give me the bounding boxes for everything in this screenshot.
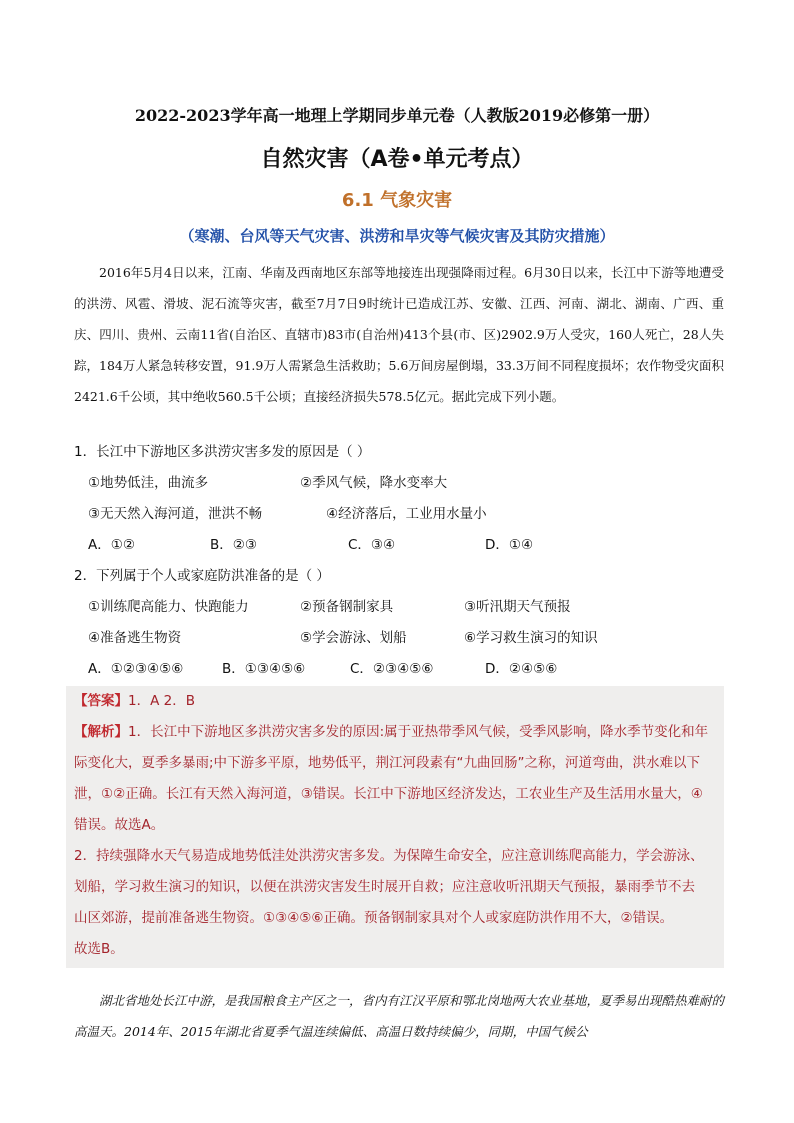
choice-b[interactable]: B．①③④⑤⑥ xyxy=(222,661,306,677)
question-1-item: ③无天然入海河道，泄洪不畅 xyxy=(88,506,263,522)
analysis-line: 2．持续强降水天气易造成地势低洼处洪涝灾害多发。为保障生命安全，应注意训练爬高能力，学会游泳、 xyxy=(74,848,704,864)
choice-d[interactable]: D．②④⑤⑥ xyxy=(485,661,558,677)
question-2-items-row-1 xyxy=(74,592,724,623)
analysis-text: 1．长江中下游地区多洪涝灾害多发的原因:属于亚热带季风气候，受季风影响，降水季节变化和年 xyxy=(128,724,709,740)
choice-d[interactable]: D．①④ xyxy=(485,537,534,553)
reading-passage: 2016年5月4日以来，江南、华南及西南地区东部等地接连出现强降雨过程。6月30日以来，长江中下游等地遭受的洪涝、风雹、滑坡、泥石流等灾害，截至7月7日9时统计已造成江苏、安徽、江西、河南、湖北、湖南、广西、重庆、四川、贵州、云南11省(自治区、直辖市)83市(自治州)413个县(市、区)2902.9万人受灾，160人死亡，28人失踪，184万人紧急转移安置，91.9万人需紧急生活救助；5.6万间房屋倒塌，33.3万间不同程度损坏；农作物受灾面积2421.6千公顷，其中绝收560.5千公顷；直接经济损失578.5亿元。据此完成下列小题。 xyxy=(74,265,724,404)
question-2-item: ⑥学习救生演习的知识 xyxy=(464,630,598,646)
answer-line xyxy=(74,686,718,717)
question-1 xyxy=(74,437,724,561)
analysis-line: 山区郊游，提前准备逃生物资。①③④⑤⑥正确。预备钢制家具对个人或家庭防洪作用不大，②错误。 xyxy=(74,910,674,926)
question-1-item: ②季风气候，降水变率大 xyxy=(300,475,448,491)
analysis-line xyxy=(74,717,718,748)
question-1-stem: 1．长江中下游地区多洪涝灾害多发的原因是（ ） xyxy=(74,444,371,460)
answer-analysis-box xyxy=(66,686,724,968)
question-1-choices xyxy=(74,530,724,561)
question-2-items-row-2 xyxy=(74,623,724,654)
choice-b[interactable]: B．②③ xyxy=(210,537,257,553)
question-1-items-row-1 xyxy=(74,468,724,499)
subtitle: （寒潮、台风等天气灾害、洪涝和旱灾等气候灾害及其防灾措施） xyxy=(179,227,615,245)
analysis-line: 泄，①②正确。长江有天然入海河道，③错误。长江中下游地区经济发达，工农业生产及生活用水量大，④ xyxy=(74,786,703,802)
question-2-item: ④准备逃生物资 xyxy=(88,630,182,646)
choice-c[interactable]: C．③④ xyxy=(348,537,396,553)
question-2-item: ②预备钢制家具 xyxy=(300,599,394,615)
analysis-line: 划船，学习救生演习的知识，以便在洪涝灾害发生时展开自救；应注意收听汛期天气预报，暴雨季节不去 xyxy=(74,879,695,895)
question-1-item: ④经济落后，工业用水量小 xyxy=(326,506,487,522)
analysis-line: 错误。故选A。 xyxy=(74,817,165,833)
section-title: 6.1 气象灾害 xyxy=(341,190,453,211)
main-title: 自然灾害（A卷•单元考点） xyxy=(260,147,534,172)
reading-passage-2: 湖北省地处长江中游，是我国粮食主产区之一，省内有江汉平原和鄂北岗地两大农业基地，夏季易出现酷热难耐的高温天。2014年、2015年湖北省夏季气温连续偏低、高温日数持续偏少，同期，中国气候公 xyxy=(74,993,725,1039)
answer-label: 【答案】 xyxy=(74,693,128,709)
analysis-line: 故选B。 xyxy=(74,941,124,957)
choice-a[interactable]: A．①②③④⑤⑥ xyxy=(88,661,184,677)
header-title: 2022-2023学年高一地理上学期同步单元卷（人教版2019必修第一册） xyxy=(134,106,660,125)
question-2-stem: 2．下列属于个人或家庭防洪准备的是（ ） xyxy=(74,568,330,584)
choice-a[interactable]: A．①② xyxy=(88,537,135,553)
analysis-line: 际变化大，夏季多暴雨;中下游多平原，地势低平，荆江河段素有“九曲回肠”之称，河道弯曲，洪水难以下 xyxy=(74,755,701,771)
answer-text: 1．A 2．B xyxy=(128,693,195,709)
question-1-items-row-2 xyxy=(74,499,724,530)
analysis-label: 【解析】 xyxy=(74,724,128,740)
choice-c[interactable]: C．②③④⑤⑥ xyxy=(350,661,434,677)
question-2-item: ①训练爬高能力、快跑能力 xyxy=(88,599,249,615)
question-1-item: ①地势低洼，曲流多 xyxy=(88,475,209,491)
question-2-item: ⑤学会游泳、划船 xyxy=(300,630,407,646)
question-2-item: ③听汛期天气预报 xyxy=(464,599,571,615)
question-2-choices xyxy=(74,654,724,685)
question-2 xyxy=(74,561,724,685)
